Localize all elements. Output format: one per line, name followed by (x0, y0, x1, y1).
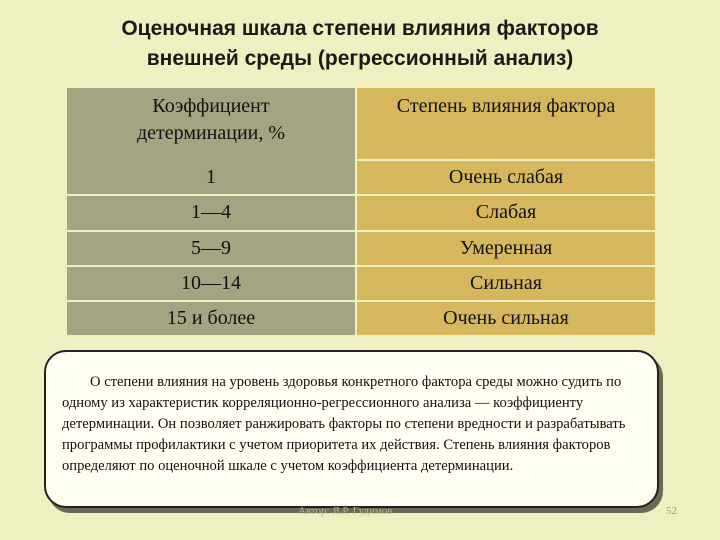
coefficient-cell: 1 (67, 160, 356, 195)
slide-title-line-2: внешней среды (регрессионный анализ) (146, 47, 574, 70)
slide-title (40, 14, 680, 74)
assessment-scale-table (67, 88, 655, 335)
author-credit: Автор: Я.Р. Гудимов (298, 505, 393, 517)
degree-cell: Слабая (356, 195, 655, 230)
header-coefficient-line-1: Коэффициент (152, 95, 270, 117)
degree-cell: Умеренная (356, 231, 655, 266)
degree-cell: Очень сильная (356, 301, 655, 335)
slide-title-line-1: Оценочная шкала степени влияния факторов (121, 17, 599, 40)
coefficient-cell: 5—9 (67, 231, 356, 266)
explanation-note: О степени влияния на уровень здоровья конкретного фактора среды можно судить по одному из характеристик корреляционно-регрессионного анализа — коэффициенту детерминации. Он позволяет ранжировать факторы по степени вредности и разрабатывать программы профилактики с учетом приоритета их действия. Степень влияния факторов определяют по оценочной шкале с учетом коэффициента детерминации. (44, 350, 659, 508)
degree-cell: Сильная (356, 266, 655, 301)
header-degree: Степень влияния фактора (356, 88, 655, 160)
page-number: 52 (666, 505, 677, 517)
degree-cell: Очень слабая (356, 160, 655, 195)
table-header-row (67, 88, 655, 160)
coefficient-cell: 10—14 (67, 266, 356, 301)
table-row (67, 231, 655, 266)
coefficient-cell: 1—4 (67, 195, 356, 230)
header-coefficient-line-2: детерминации, % (136, 122, 286, 144)
table-row (67, 160, 655, 195)
table-row (67, 266, 655, 301)
header-coefficient (67, 88, 356, 160)
coefficient-cell: 15 и более (67, 301, 356, 335)
table-row (67, 195, 655, 230)
table-row (67, 301, 655, 335)
